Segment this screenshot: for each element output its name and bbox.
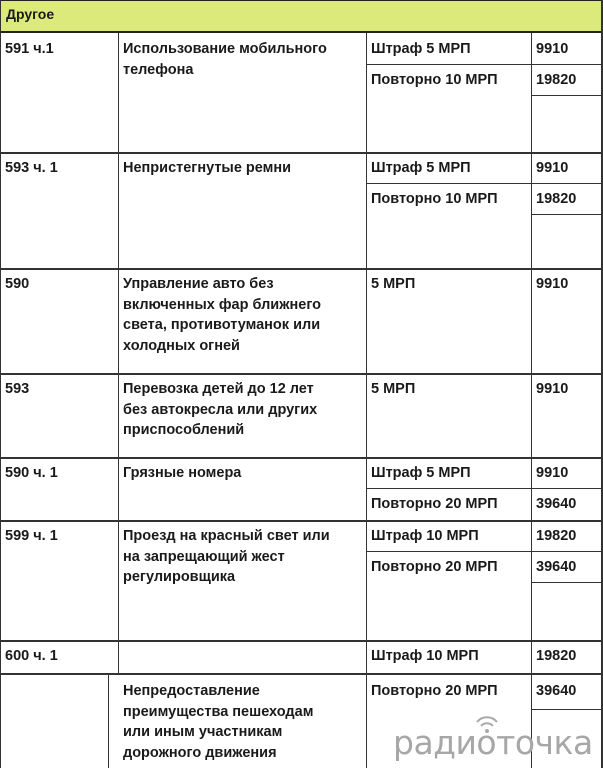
row-divider bbox=[0, 373, 603, 375]
violation-description: включенных фар ближнего bbox=[123, 296, 322, 313]
fine-label: Штраф 5 МРП bbox=[371, 465, 471, 481]
violation-description: без автокресла или других bbox=[123, 401, 318, 418]
fine-divider bbox=[366, 183, 601, 184]
fine-label: 5 МРП bbox=[371, 381, 416, 397]
violation-description: на запрещающий жест bbox=[123, 548, 285, 565]
watermark: радиоточка bbox=[393, 723, 593, 762]
fine-amount: 9910 bbox=[536, 381, 569, 397]
violation-description: или иным участникам bbox=[123, 724, 283, 740]
fine-label: Штраф 5 МРП bbox=[371, 160, 471, 176]
fine-amount: 19820 bbox=[536, 191, 577, 207]
row-divider bbox=[0, 673, 603, 675]
row-divider bbox=[0, 640, 603, 642]
col-divider bbox=[366, 640, 367, 675]
table-border-left bbox=[0, 0, 1, 768]
fine-amount: 9910 bbox=[536, 41, 569, 57]
article-number: 593 ч. 1 bbox=[5, 160, 58, 176]
fine-amount: 9910 bbox=[536, 160, 569, 176]
fine-divider bbox=[366, 551, 601, 552]
fine-label: Повторно 10 МРП bbox=[371, 72, 498, 88]
col-divider bbox=[118, 373, 119, 457]
fine-amount: 19820 bbox=[536, 72, 577, 88]
fine-amount: 39640 bbox=[536, 496, 577, 512]
fine-divider bbox=[366, 64, 601, 65]
row-divider bbox=[0, 152, 603, 154]
fine-label: 5 МРП bbox=[371, 276, 416, 292]
article-number: 591 ч.1 bbox=[5, 41, 54, 57]
fine-label: Повторно 10 МРП bbox=[371, 191, 498, 207]
col-divider bbox=[366, 373, 367, 457]
col-divider bbox=[118, 268, 119, 373]
col-divider bbox=[531, 33, 532, 152]
col-divider bbox=[366, 520, 367, 640]
violation-description: Перевозка детей до 12 лет bbox=[123, 381, 314, 397]
fine-amount: 39640 bbox=[536, 683, 577, 699]
violation-description: Использование мобильного bbox=[123, 41, 327, 57]
col-divider bbox=[531, 520, 532, 640]
article-number: 599 ч. 1 bbox=[5, 528, 58, 544]
fine-divider bbox=[531, 214, 601, 215]
fine-divider bbox=[531, 709, 601, 710]
violation-description: Управление авто без bbox=[123, 276, 274, 292]
fine-amount: 9910 bbox=[536, 465, 569, 481]
col-divider bbox=[118, 520, 119, 640]
col-divider bbox=[118, 457, 119, 520]
violation-description: Грязные номера bbox=[123, 465, 242, 481]
fine-label: Повторно 20 МРП bbox=[371, 559, 498, 575]
fine-divider bbox=[531, 95, 601, 96]
col-divider bbox=[108, 675, 109, 768]
fine-label: Штраф 10 МРП bbox=[371, 648, 479, 664]
col-divider bbox=[531, 152, 532, 268]
fine-amount: 9910 bbox=[536, 276, 569, 292]
col-divider bbox=[118, 640, 119, 675]
col-divider bbox=[531, 640, 532, 675]
fine-label: Штраф 10 МРП bbox=[371, 528, 479, 544]
col-divider bbox=[366, 152, 367, 268]
grid-line bbox=[0, 33, 1, 34]
violation-description: света, противотуманок или bbox=[123, 317, 321, 333]
article-number: 590 ч. 1 bbox=[5, 465, 58, 481]
fine-divider bbox=[366, 488, 601, 489]
fine-amount: 19820 bbox=[536, 528, 577, 544]
row-divider bbox=[0, 520, 603, 522]
fine-label: Повторно 20 МРП bbox=[371, 496, 498, 512]
fine-divider bbox=[531, 582, 601, 583]
col-divider bbox=[118, 33, 119, 152]
fine-label: Штраф 5 МРП bbox=[371, 41, 471, 57]
col-divider bbox=[531, 373, 532, 457]
article-number: 593 bbox=[5, 381, 30, 397]
fine-amount: 39640 bbox=[536, 559, 577, 575]
col-divider bbox=[118, 152, 119, 268]
row-divider bbox=[0, 457, 603, 459]
violation-description: телефона bbox=[123, 61, 194, 78]
violation-description: Проезд на красный свет или bbox=[123, 528, 330, 544]
col-divider bbox=[531, 268, 532, 373]
col-divider bbox=[366, 33, 367, 152]
fine-amount: 19820 bbox=[536, 648, 577, 664]
article-number: 600 ч. 1 bbox=[5, 648, 58, 664]
row-divider bbox=[0, 268, 603, 270]
section-title: Другое bbox=[6, 6, 55, 22]
violation-description: преимущества пешеходам bbox=[123, 703, 314, 720]
col-divider bbox=[366, 675, 367, 768]
violation-description: дорожного движения bbox=[123, 744, 277, 761]
violation-description: приспособлений bbox=[123, 422, 245, 438]
col-divider bbox=[366, 268, 367, 373]
fine-label: Повторно 20 МРП bbox=[371, 683, 498, 699]
violation-description: регулировщика bbox=[123, 569, 236, 585]
violation-description: Непредоставление bbox=[123, 683, 260, 699]
violation-description: холодных огней bbox=[123, 337, 240, 354]
article-number: 590 bbox=[5, 276, 30, 292]
violation-description: Непристегнутые ремни bbox=[123, 160, 292, 176]
